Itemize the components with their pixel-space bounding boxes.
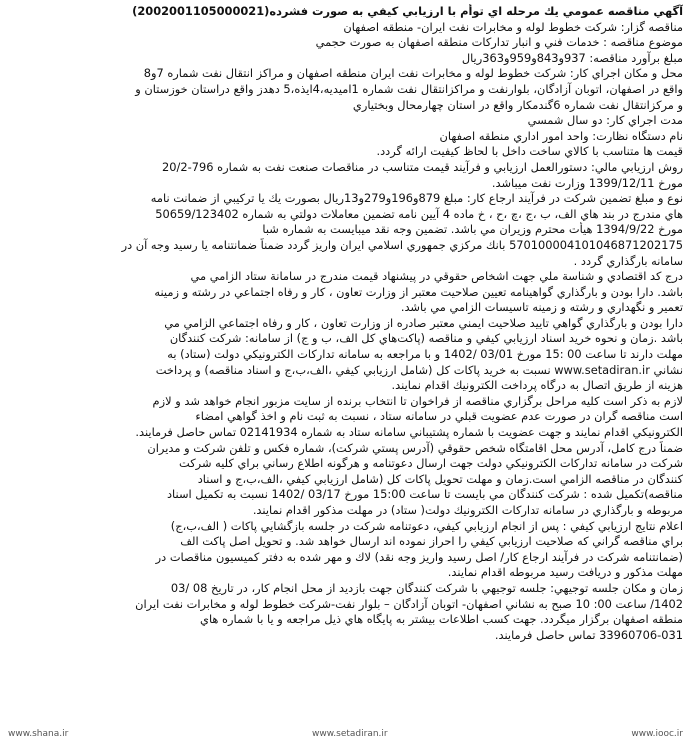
text-line: اعلام نتايج ارزيابي كيفي : پس از انجام ارزيابي كيفي، دعوتنامه شركت در جلسه بازگشايي پاكات ( الف،ب،ج) — [170, 518, 683, 533]
text-line: درج كد اقتصادي و شناسة ملي جهت اشخاص حقوقي در پيشنهاد قيمت مندرج در سامانة ستاد الزامي مي — [190, 269, 683, 284]
text-line: مورخ 1399/12/11 وزارت نفت ميباشد. — [491, 175, 683, 190]
text-line: كنندگان در مناقصه الزامي است.زمان و مهلت تحويل پاكات كل (شامل ارزيابي كيفي ،الف،ب،ج و اسناد — [197, 471, 683, 486]
text-line: مهلت دارند تا ساعت 00 :15 مورخ 03/01 /1402 و با مراجعه به سامانه تداركات الكترونيكي دولت (ستاد) به — [167, 347, 683, 362]
supervisor: نام دستگاه نظارت: واحد امور اداري منطقه اصفهان — [439, 128, 683, 143]
estimated-amount: مبلغ برآورد مناقصه: 937و843و959و363ريال — [461, 50, 683, 65]
text-line: روش ارزيابي مالي: دستورالعمل ارزيابي و فرآيند قيمت متناسب در مناقصات صنعت نفت به شماره 796-20/2 — [162, 159, 683, 174]
text-line: نوع و مبلغ تضمين شركت در فرآيند ارجاع كار: مبلغ 879و196و279و13ريال بصورت يك يا تركيبي از ضمانت نامه — [150, 191, 683, 206]
text-line: هزينه از طريق اتصال به درگاه پرداخت الكترونيك اقدام نمايند. — [391, 378, 683, 393]
text-line: هاي مندرج در بند هاي الف، ب ،ج ،چ ،ح ، خ ماده 4 آيين نامه تضمين معاملات دولتي به شماره 50659/123402 — [155, 206, 683, 221]
text-line: است مناقصه گران در صورت عدم عضويت قبلي در سامانه ستاد ، نسبت به ثبت نام و اخذ گواهي امضاء — [195, 409, 683, 424]
footer-site-iooc: www.iooc.ir — [631, 729, 683, 739]
text-line: دارا بودن و بارگذاري گواهي تاييد صلاحيت ايمني معتبر صادره از وزارت تعاون ، كار و رفاه اجتماعي الزامي مي — [164, 315, 683, 330]
text-line: نشاني www.setadiran.ir نسبت به خريد پاكات كل (شامل ارزيابي كيفي ،الف،ب،ج و اسناد مناقصه) و پرداخت — [155, 362, 683, 377]
tenderer: مناقصه گزار: شركت خطوط لوله و مخابرات نفت ايران- منطقه اصفهان — [343, 19, 683, 34]
text-line: الكترونيكي اقدام نمايند و جهت عضويت با شماره پشتيباني سامانه ستاد به شماره 02141934 تماس حاصل فرمايند. — [135, 425, 683, 440]
text-line: سامانه بارگذاري گردد . — [573, 253, 683, 268]
text-line: قيمت ها متناسب با كالاي ساخت داخل با لحاظ كيفيت ارائه گردد. — [376, 144, 683, 159]
text-line: واقع در اصفهان، اتوبان آزادگان، بلوارنفت و مراكزانتقال نفت شماره 1اميديه،4ايذه،5 دهدز واقع دراستان خوزستان و — [135, 81, 683, 96]
text-line: زمان و مكان جلسه توجيهي: جلسه توجيهي با شركت كنندگان جهت بازديد از محل انجام كار، در تاريخ 08 /03 — [170, 580, 683, 595]
text-line: تعمير و نگهداري و رشته و زمينه تاسيسات الزامي مي باشد. — [400, 300, 683, 315]
footer-site-shana: www.shana.ir — [8, 729, 69, 739]
notice-title: آگهي مناقصه عمومي يك مرحله اي توأم با ارزيابي كيفي به صورت فشرده(2002001105000021) — [132, 4, 683, 18]
text-line: براي مناقصه گراني كه صلاحيت ارزيابي كيفي را احراز نموده اند ارسال خواهد شد. و تحويل اصل پاكت الف — [180, 534, 683, 549]
footer-site-setadiran: www.setadiran.ir — [312, 729, 388, 739]
text-line: مورخ 1394/9/22 هيأت محترم وزيران مي باشد. تضمين وجه نقد ميبايست به شماره شبا — [262, 222, 683, 237]
text-line: 33960706-031 تماس حاصل فرمايند. — [494, 627, 683, 642]
text-line: مهلت مذكور و دريافت رسيد مربوطه اقدام نمايند. — [447, 565, 683, 580]
text-line: مناقصه)تكميل شده : شركت كنندگان مي بايست تا ساعت 15:00 مورخ 03/17 /1402 نسبت به تكميل اسناد — [166, 487, 683, 502]
text-line: مربوطه و بارگذاري در سامانه تداركات الكترونيك دولت( ستاد) در مهلت مذكور اقدام نمايند. — [252, 503, 683, 517]
text-line: باشد. دارا بودن و بارگذاري گواهينامه تعيين صلاحيت معتبر از وزارت تعاون ، كار و رفاه اجتماعي در رشته و زمينه — [154, 284, 683, 299]
duration: مدت اجراي كار: دو سال شمسي — [527, 113, 683, 128]
text-line: لازم به ذكر است كليه مراحل برگزاري مناقصه از فراخوان تا انتخاب برنده از سايت مزبور انجام خواهد شد و لازم — [152, 393, 683, 408]
text-line: و مركزانتقال نفت شماره 6گندمكار واقع در استان چهارمحال وبختياري — [352, 97, 683, 112]
text-line: شركت در سامانه تداركات الكترونيكي دولت جهت ارسال دعوتنامه و هرگونه اطلاع رساني براي كليه شركت — [179, 456, 683, 471]
text-line: 1402/ ساعت 00: 10 صبح به نشاني اصفهان- اتوبان آزادگان – بلوار نفت-شركت خطوط لوله و مخابرات نفت ايران — [135, 596, 683, 611]
text-line: باشد .زمان و نحوه خريد اسناد ارزيابي كيفي و مناقصه (پاكت‌هاي كل الف، ب و ج) از سامانه: شركت كنندگان — [169, 331, 683, 346]
text-line: 570100004101046871202175 بانك مركزي جمهوري اسلامي ايران واريز گردد ضمناً ضمانتنامه يا رسيد وجه آن در — [121, 237, 683, 252]
footer-sites — [8, 729, 683, 739]
text-line: (ضمانتنامه شركت در فرآيند ارجاع كار/ اصل رسيد واريز وجه نقد) لاك و مهر شده به دفتر كميسيون مناقصات در — [155, 549, 683, 564]
text-line: محل و مكان اجراي كار: شركت خطوط لوله و مخابرات نفت ايران منطقه اصفهان و مراكز انتقال نفت شماره 7و8 — [143, 66, 683, 81]
text-line: ضمناً درج كامل، آدرس محل اقامتگاه شخص حقوقي (آدرس پستي شركت)، شماره فكس و تلفن شركت و مديران — [147, 440, 683, 455]
text-line: منطقه اصفهان برگزار ميگردد. جهت كسب اطلاعات بيشتر به پايگاه هاي ذيل مراجعه و يا با شماره هاي — [200, 612, 683, 627]
tender-subject: موضوع مناقصه : خدمات فني و انبار تداركات منطقه اصفهان به صورت حجمي — [315, 35, 683, 50]
